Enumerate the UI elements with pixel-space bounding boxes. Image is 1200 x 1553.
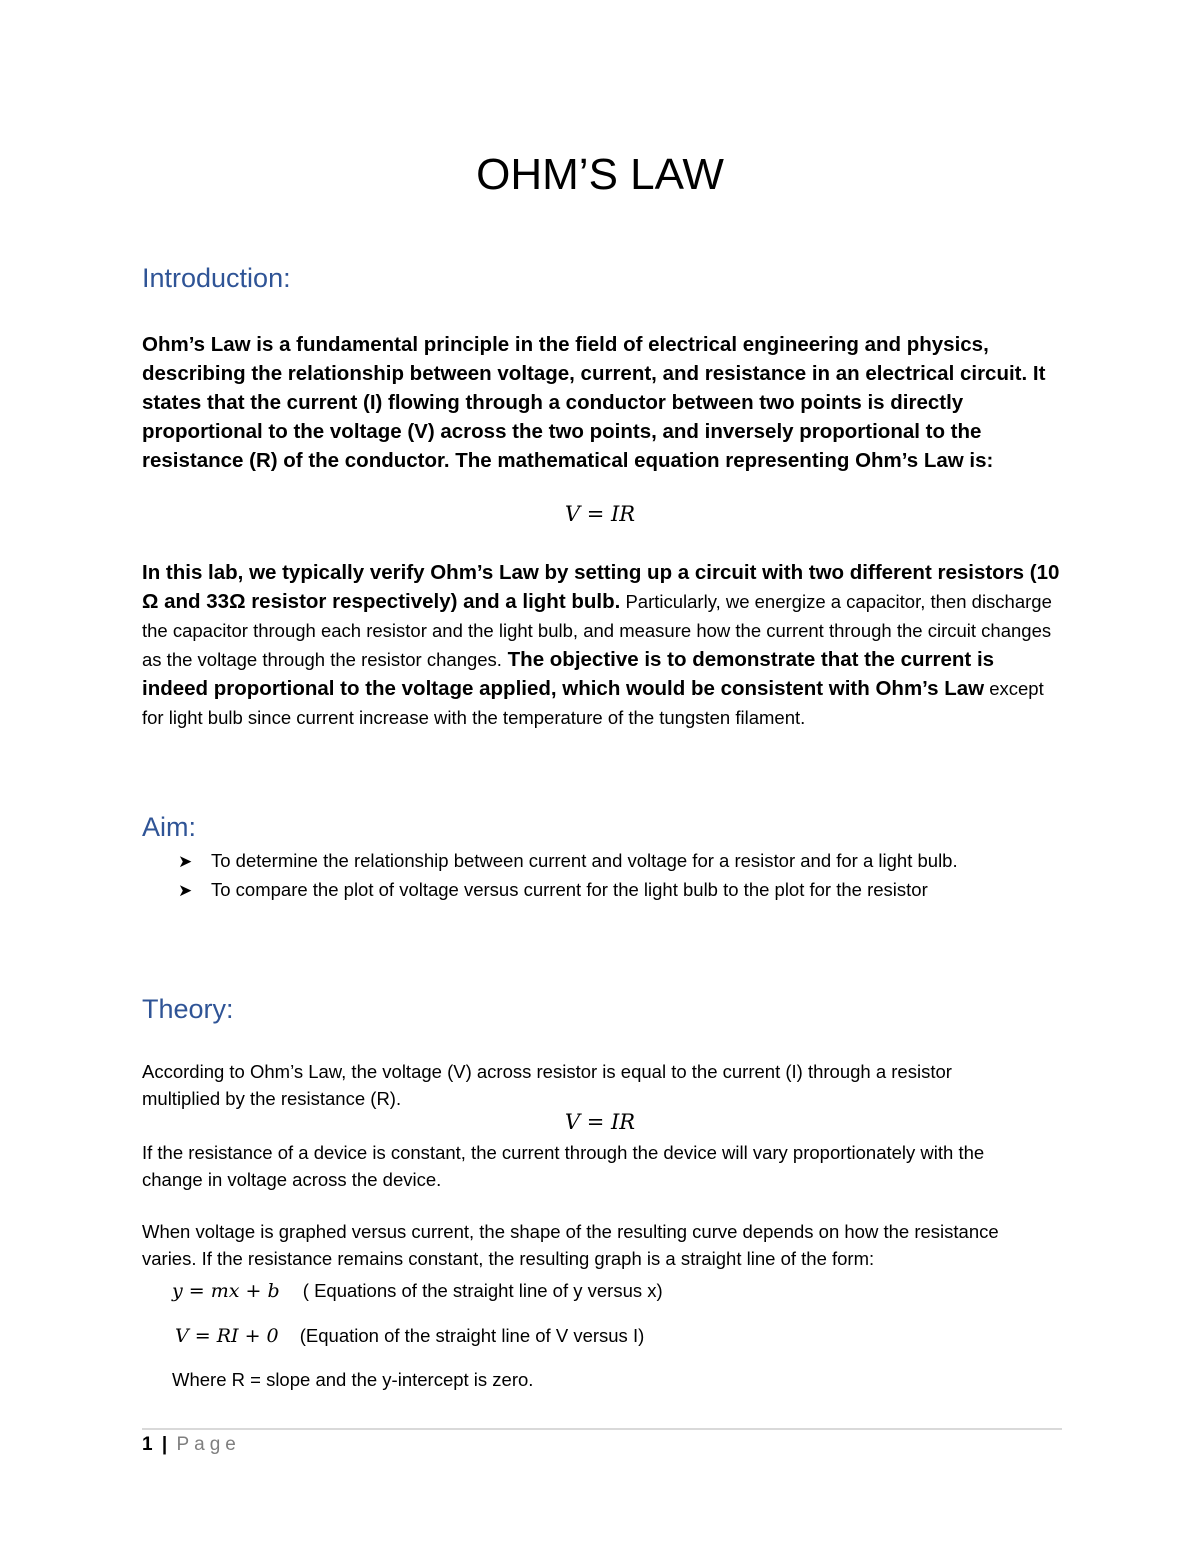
- lab-description-regular: Particularly, we energize a capacitor, then discharge the capacitor through each resistor and the light bulb, and measure how the current through the circuit changes as the voltage through the resistor changes.: [142, 591, 1052, 670]
- theory-paragraph-3: [142, 1218, 1072, 1272]
- document-title: OHM’S LAW: [476, 150, 724, 199]
- text-line: states that the current (I) flowing through a conductor between two points is directly: [142, 391, 964, 414]
- equation-math: y = mx + b: [172, 1280, 280, 1302]
- equation-note: (Equation of the straight line of V versus I): [299, 1325, 645, 1346]
- footer-divider: [142, 1428, 1062, 1430]
- aim-heading: Aim:: [142, 812, 196, 842]
- arrowhead-bullet-icon: ➤: [178, 881, 193, 900]
- ohms-law-equation: V = IR: [564, 502, 636, 526]
- footer-separator: |: [161, 1434, 168, 1455]
- lab-description-bold: In this lab, we typically verify Ohm’s Law by setting up a circuit with two different resistors (10 Ω and 33Ω resistor respectively) and a light bulb.: [142, 561, 1060, 613]
- arrowhead-bullet-icon: ➤: [178, 852, 193, 871]
- page-number: 1: [142, 1434, 153, 1455]
- introduction-heading: Introduction:: [142, 263, 291, 293]
- text-line: resistance (R) of the conductor. The mathematical equation representing Ohm’s Law is:: [142, 449, 994, 472]
- objective-bold: The objective is to demonstrate that the current is indeed proportional to the voltage applied, which would be consistent with Ohm’s Law: [142, 648, 995, 700]
- theory-heading: Theory:: [142, 994, 234, 1024]
- text-line: Ohm’s Law is a fundamental principle in the field of electrical engineering and physics,: [142, 333, 989, 356]
- theory-paragraph-1: [142, 1058, 1072, 1112]
- text-line: change in voltage across the device.: [142, 1169, 442, 1190]
- page-label: Page: [176, 1434, 241, 1455]
- theory-equation: V = IR: [564, 1110, 636, 1134]
- aim-list: [178, 850, 1078, 908]
- aim-item-text: To determine the relationship between current and voltage for a resistor and for a light bulb.: [211, 850, 958, 871]
- theory-paragraph-2: [142, 1139, 1072, 1193]
- ohm-line-equation: [175, 1325, 644, 1347]
- equation-note: ( Equations of the straight line of y versus x): [302, 1280, 663, 1301]
- aim-item-text: To compare the plot of voltage versus current for the light bulb to the plot for the resistor: [211, 879, 928, 900]
- text-line: varies. If the resistance remains constant, the resulting graph is a straight line of the form:: [142, 1248, 875, 1269]
- text-line: According to Ohm’s Law, the voltage (V) across resistor is equal to the current (I) through a resistor: [142, 1061, 952, 1082]
- list-item: [178, 879, 1078, 908]
- text-line: When voltage is graphed versus current, the shape of the resulting curve depends on how the resistance: [142, 1221, 999, 1242]
- introduction-paragraph-1: [142, 330, 1072, 475]
- page-footer: [142, 1434, 241, 1456]
- introduction-paragraph-2: [142, 558, 1062, 732]
- slope-note: Where R = slope and the y-intercept is zero.: [172, 1369, 534, 1390]
- text-line: describing the relationship between voltage, current, and resistance in an electrical circuit. It: [142, 362, 1046, 385]
- text-line: If the resistance of a device is constant, the current through the device will vary proportionately with the: [142, 1142, 985, 1163]
- text-line: multiplied by the resistance (R).: [142, 1088, 402, 1109]
- text-line: proportional to the voltage (V) across the two points, and inversely proportional to the: [142, 420, 982, 443]
- equation-math: V = RI + 0: [175, 1325, 279, 1347]
- list-item: [178, 850, 1078, 879]
- straight-line-equation: [172, 1280, 663, 1302]
- objective-regular: except for light bulb since current increase with the temperature of the tungsten filament.: [142, 678, 1044, 728]
